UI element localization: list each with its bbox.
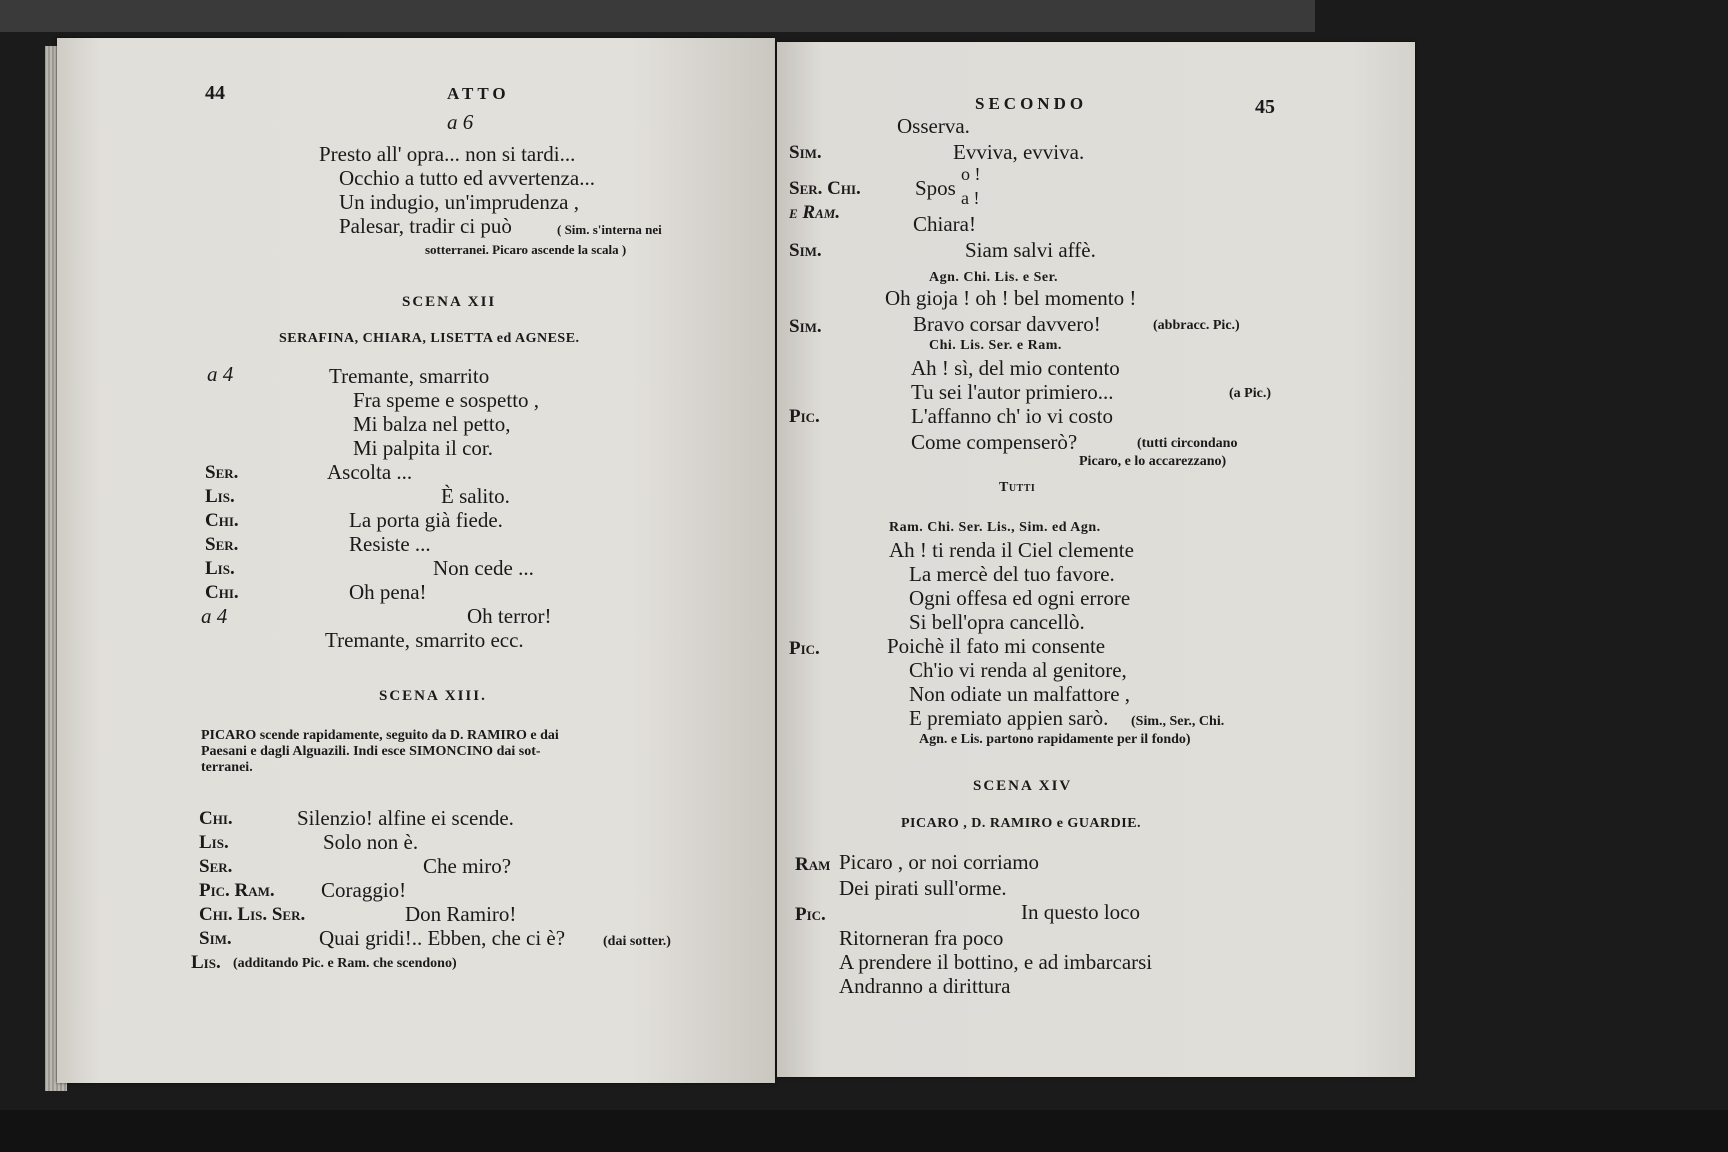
stage-direction: Agn. e Lis. partono rapidamente per il fondo): [919, 732, 1191, 747]
speaker: Pic. Ram.: [199, 880, 275, 901]
verse-line: Ogni offesa ed ogni errore: [909, 586, 1131, 610]
verse-line: Siam salvi affè.: [965, 238, 1096, 262]
speaker: Lis.: [191, 952, 221, 973]
verse-line: A prendere il bottino, e ad imbarcarsi: [839, 950, 1153, 974]
right-page: [777, 42, 1415, 1077]
verse-line: Quai gridi!.. Ebben, che ci è?: [319, 926, 566, 950]
cast-list: Chi. Lis. Ser. e Ram.: [929, 338, 1062, 353]
verse-line: a !: [961, 188, 980, 208]
verse-line: Ascolta ...: [327, 460, 413, 484]
verse-line: Mi balza nel petto,: [353, 412, 511, 436]
speaker: Chi.: [199, 808, 233, 829]
speaker: Ser. Chi.: [789, 178, 861, 199]
cast-list: Agn. Chi. Lis. e Ser.: [929, 270, 1059, 285]
speaker: Chi.: [205, 510, 239, 531]
verse-line: Mi palpita il cor.: [353, 436, 493, 460]
verse-line: Silenzio! alfine ei scende.: [297, 806, 514, 830]
a4-label: a 4: [201, 604, 228, 628]
running-head: ATTO: [447, 84, 510, 103]
verse-line: Oh pena!: [349, 580, 427, 604]
speaker: Sim.: [199, 928, 232, 949]
scene-title: SCENA XIV: [973, 778, 1073, 794]
speaker: Pic.: [795, 904, 826, 925]
a4-label: a 4: [207, 362, 234, 386]
verse-line: o !: [961, 164, 981, 184]
verse-line: Chiara!: [913, 212, 976, 236]
speaker: Ram: [795, 854, 831, 875]
stage-direction: (abbracc. Pic.): [1153, 318, 1240, 333]
verse-line: Tremante, smarrito: [329, 364, 490, 388]
left-page: [57, 38, 775, 1083]
stage-direction: ( Sim. s'interna nei: [557, 222, 662, 237]
verse-line: Che miro?: [423, 854, 512, 878]
photo-background-bottom: [0, 1110, 1728, 1152]
verse-line: Spos: [915, 176, 956, 200]
scene-cast: SERAFINA, CHIARA, LISETTA ed AGNESE.: [279, 331, 580, 346]
a6-label: a 6: [447, 110, 474, 134]
verse-line: Tremante, smarrito ecc.: [325, 628, 524, 652]
verse-line: Non odiate un malfattore ,: [909, 682, 1131, 706]
verse-line: In questo loco: [1021, 900, 1140, 924]
verse-line: Poichè il fato mi consente: [887, 634, 1106, 658]
speaker: Sim.: [789, 142, 822, 163]
verse-line: La porta già fiede.: [349, 508, 503, 532]
speaker: e Ram.: [789, 202, 841, 223]
verse-line: Presto all' opra... non si tardi...: [319, 142, 576, 166]
verse-line: Andranno a dirittura: [839, 974, 1011, 998]
stage-direction: (Sim., Ser., Chi.: [1131, 714, 1225, 729]
verse-line: Ah ! sì, del mio contento: [911, 356, 1120, 380]
verse-line: Oh terror!: [467, 604, 552, 628]
speaker: Sim.: [789, 316, 822, 337]
verse-line: Don Ramiro!: [405, 902, 517, 926]
stage-direction: (a Pic.): [1229, 386, 1271, 401]
speaker: Pic.: [789, 638, 820, 659]
speaker: Lis.: [205, 558, 235, 579]
stage-direction: Picaro, e lo accarezzano): [1079, 454, 1227, 469]
scene-description: Paesani e dagli Alguazili. Indi esce SIMONCINO dai sot-: [201, 744, 541, 759]
cast-list: Ram. Chi. Ser. Lis., Sim. ed Agn.: [889, 520, 1101, 535]
speaker: Sim.: [789, 240, 822, 261]
speaker: Chi.: [205, 582, 239, 603]
verse-line: Palesar, tradir ci può: [339, 214, 512, 238]
speaker: Lis.: [205, 486, 235, 507]
verse-line: È salito.: [441, 484, 510, 508]
verse-line: Evviva, evviva.: [953, 140, 1085, 164]
stage-direction: sotterranei. Picaro ascende la scala ): [425, 242, 627, 257]
speaker: Ser.: [205, 462, 239, 483]
verse-line: E premiato appien sarò.: [909, 706, 1109, 730]
verse-line: Ch'io vi renda al genitore,: [909, 658, 1127, 682]
photo-background-top: [0, 0, 1315, 32]
verse-line: Bravo corsar davvero!: [913, 312, 1101, 336]
speaker: Ser.: [199, 856, 233, 877]
scene-title: SCENA XIII.: [379, 688, 487, 704]
verse-line: Non cede ...: [433, 556, 534, 580]
verse-line: Resiste ...: [349, 532, 431, 556]
scene-description: terranei.: [201, 760, 253, 775]
verse-line: Come compenserò?: [911, 430, 1078, 454]
speaker: Chi. Lis. Ser.: [199, 904, 306, 925]
page-number: 44: [205, 82, 225, 104]
chorus-heading: Tutti: [999, 480, 1036, 495]
verse-line: Fra speme e sospetto ,: [353, 388, 540, 412]
verse-line: La mercè del tuo favore.: [909, 562, 1115, 586]
scene-cast: PICARO , D. RAMIRO e GUARDIE.: [901, 816, 1142, 831]
running-head: SECONDO: [975, 94, 1088, 113]
verse-line: Occhio a tutto ed avvertenza...: [339, 166, 595, 190]
speaker: Pic.: [789, 406, 820, 427]
stage-direction: (tutti circondano: [1137, 436, 1238, 451]
verse-line: Tu sei l'autor primiero...: [911, 380, 1114, 404]
speaker: Ser.: [205, 534, 239, 555]
verse-line: Coraggio!: [321, 878, 407, 902]
verse-line: Osserva.: [897, 114, 970, 138]
scene-title: SCENA XII: [402, 294, 497, 310]
verse-line: Dei pirati sull'orme.: [839, 876, 1007, 900]
scene-description: PICARO scende rapidamente, seguito da D. RAMIRO e dai: [201, 728, 559, 743]
speaker: Lis.: [199, 832, 229, 853]
verse-line: Un indugio, un'imprudenza ,: [339, 190, 579, 214]
stage-direction: (additando Pic. e Ram. che scendono): [233, 956, 457, 971]
page-number: 45: [1255, 96, 1275, 118]
stage-direction: (dai sotter.): [603, 934, 671, 949]
verse-line: Picaro , or noi corriamo: [839, 850, 1040, 874]
verse-line: L'affanno ch' io vi costo: [911, 404, 1113, 428]
verse-line: Ritorneran fra poco: [839, 926, 1004, 950]
verse-line: Si bell'opra cancellò.: [909, 610, 1085, 634]
verse-line: Ah ! ti renda il Ciel clemente: [889, 538, 1134, 562]
verse-line: Oh gioja ! oh ! bel momento !: [885, 286, 1137, 310]
verse-line: Solo non è.: [323, 830, 419, 854]
open-book: [45, 38, 1385, 1100]
